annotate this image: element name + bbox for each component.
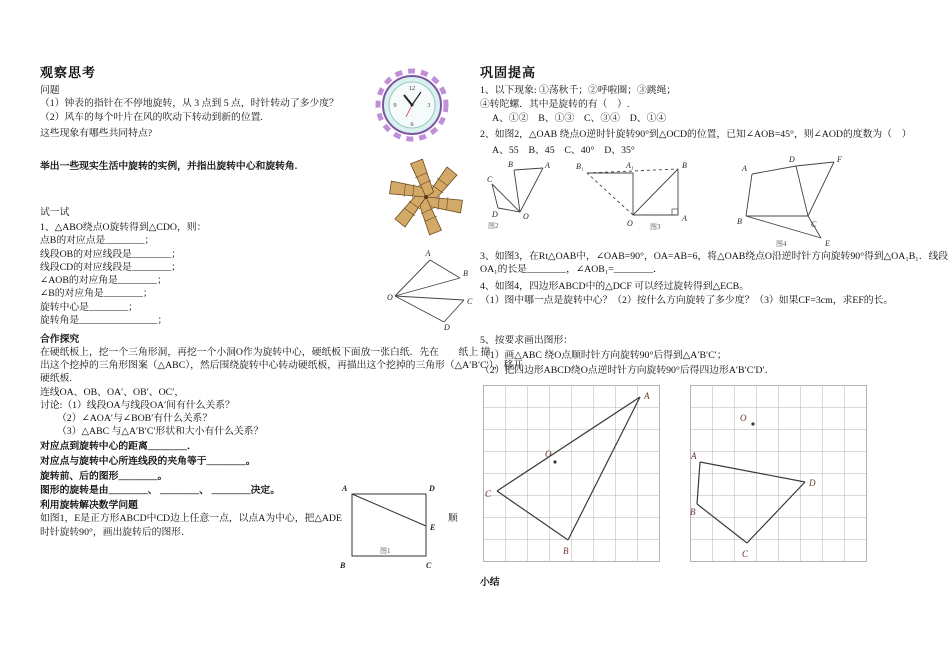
- clock-number-9: 9: [393, 103, 397, 109]
- rotation-center-o-dot: [751, 422, 754, 425]
- grid-triangle-figure: [483, 385, 661, 565]
- grid-right-label-a: A: [691, 451, 697, 461]
- problem-label: 问题: [40, 85, 60, 96]
- figure2-label-o: O: [523, 212, 529, 221]
- q2-options: A、55 B、45 C、40° D、35°: [492, 145, 635, 156]
- example-instruction: 举出一些现实生活中旋转的实例，并指出旋转中心和旋转角.: [40, 161, 298, 172]
- tryit-line-1: 1、△ABO绕点O旋转得到△CDO，则：: [40, 222, 207, 233]
- figure1-label-e: E: [430, 523, 436, 532]
- conclusion-line-2: 对应点与旋转中心所连线段的夹角等于________。: [40, 455, 256, 467]
- figure2-caption: 图2: [488, 222, 499, 230]
- figure4-quadrilateral: [736, 150, 850, 250]
- coop-line-3: 硬纸板.: [40, 373, 72, 384]
- conclusion-blanks: [40, 440, 280, 499]
- q3-line-2: OA₁的长是________，∠AOB₁=________．: [480, 264, 663, 275]
- problem-line-3: 这些现象有哪些共同特点?: [40, 128, 153, 139]
- figure3-label-o: O: [627, 219, 633, 228]
- figure4-label-a: A: [742, 164, 747, 173]
- figure3-right-triangle: [558, 155, 700, 233]
- grid-left-label-o: O: [545, 449, 552, 459]
- q5-line-1: 5、按要求画出图形：: [480, 335, 574, 346]
- figure2-label-a: A: [545, 161, 550, 170]
- use-rotation-wrap-char: 顺: [448, 513, 458, 524]
- tryit-exercise: [40, 221, 206, 327]
- tryit-figure-label-b: B: [463, 269, 468, 278]
- pinwheel-hub: [424, 195, 428, 199]
- figure1-label-b: B: [340, 561, 346, 570]
- figure3-label-a: A: [682, 214, 687, 223]
- figure3-label-a1: A₁: [626, 161, 634, 170]
- q1-options: A、①② B、①③ C、③④ D、①④: [492, 113, 667, 124]
- figure3-label-b: B: [682, 161, 687, 170]
- grid-left-label-c: C: [485, 489, 492, 499]
- drawing-grid-right: [691, 386, 867, 562]
- grid-left-label-b: B: [563, 546, 569, 556]
- figure3-caption: 图3: [650, 223, 661, 231]
- coop-line-2: 出这个挖掉的三角形图案（△ABC），然后围绕旋转中心转动硬纸板，再描出这个挖掉的三角形（△A′B′C′），移开: [40, 360, 524, 371]
- figure4-label-c: C: [811, 220, 817, 229]
- tryit-line-4: 线段CD的对应线段是________；: [40, 261, 181, 273]
- figure1-label-c: C: [426, 561, 432, 570]
- figure1-label-a: A: [342, 484, 348, 493]
- discussion-line-3: （3）△ABC 与△A′B′C′形状和大小有什么关系？: [57, 426, 264, 437]
- grid-right-label-c: C: [742, 549, 749, 559]
- tryit-figure-label-c: C: [467, 297, 473, 306]
- conclusion-line-1: 对应点到旋转中心的距离________．: [40, 441, 197, 452]
- problem-line-2: （2）风车的每个叶片在风的吹动下转动到新的位置.: [40, 112, 263, 123]
- summary-label: 小结: [480, 577, 500, 588]
- right-section-heading: 巩固提高: [480, 65, 537, 80]
- discussion-line-2: （2）∠AOA′与∠BOB′有什么关系？: [57, 413, 213, 424]
- discussion-line-1: 讨论:（1）线段OA与线段OA′间有什么关系？: [40, 400, 235, 411]
- figure2-rotation: [486, 158, 550, 230]
- clock-illustration: [372, 64, 450, 146]
- use-rotation-label: 利用旋转解决数学问题: [40, 500, 138, 511]
- figure3-solid-edges: [587, 169, 678, 215]
- figure1-diagonal-ae: [352, 494, 426, 526]
- question5: [480, 334, 774, 378]
- figure4-label-f: F: [837, 155, 842, 164]
- question1: [480, 84, 676, 126]
- coop-paragraph: [40, 346, 523, 385]
- figure2-label-c: C: [487, 175, 493, 184]
- rotation-center-o-dot: [553, 460, 556, 463]
- tryit-rotation-figure: [386, 246, 474, 332]
- conclusion-line-3: 旋转前、后的图形________。: [40, 470, 168, 482]
- problem-lines: [40, 97, 339, 125]
- coop-line-1: 在硬纸板上，挖一个三角形洞，再挖一个小洞O作为旋转中心，硬纸板下面放一张白纸．先在 纸上 描: [40, 347, 491, 358]
- grid-quadrilateral-figure: [690, 385, 868, 565]
- figure2-label-d: D: [492, 210, 498, 219]
- grid-right-label-o: O: [740, 413, 747, 423]
- grid-right-label-d: D: [809, 478, 816, 488]
- grid-left-label-a: A: [644, 391, 650, 401]
- question4: [480, 280, 893, 308]
- clock-number-6: 6: [410, 122, 414, 128]
- use-rotation-line-2: 时针旋转90°，画出旋转后的图形．: [40, 527, 191, 538]
- tryit-figure-edges: [395, 260, 464, 322]
- q4-line-2: （1）图中哪一点是旋转中心？（2）按什么方向旋转了多少度？（3）如果CF=3cm，求EF的长。: [480, 295, 894, 306]
- tryit-figure-label-o: O: [387, 293, 393, 302]
- figure2-edges: [492, 168, 543, 212]
- use-rotation-line-1: 如图1，E是正方形ABCD中CD边上任意一点，以点A为中心，把△ADE: [40, 513, 342, 524]
- figure3-dashed-edges: [587, 169, 678, 215]
- problem-line-1: （1）钟表的指针在不停地旋转，从 3 点到 5 点，时针转动了多少度？: [40, 98, 339, 109]
- figure4-label-e: E: [825, 239, 830, 248]
- q4-line-1: 4、如图4，四边形ABCD中的△DCF 可以经过旋转得到△ECB。: [480, 281, 749, 292]
- figure1-square: [338, 478, 442, 572]
- q2-line-1: 2、如图2，△OAB 绕点O逆时针旋转90°到△OCD的位置，已知∠AOB=45°，则∠AOD的度数为（ ）: [480, 129, 912, 140]
- figure3-label-b1: B₁: [576, 162, 584, 171]
- tryit-figure-label-d: D: [444, 323, 450, 332]
- figure4-caption: 图4: [776, 240, 787, 248]
- discussion-questions: [40, 399, 263, 438]
- tryit-line-2: 点B的对应点是________；: [40, 235, 155, 247]
- q5-line-3: （2）把四边形ABCD绕O点逆时针方向旋转90°后得四边形A′B′C′D′．: [480, 364, 775, 376]
- tryit-line-6: ∠B的对应角是________；: [40, 288, 153, 300]
- figure3-right-angle-mark: [672, 209, 678, 215]
- figure2-label-b: B: [508, 160, 513, 169]
- figure1-caption: 图1: [380, 547, 391, 555]
- q1-line-1: 1、以下现象: ①荡秋千；②呼啦圈；③跳绳；: [480, 85, 677, 96]
- conclusion-line-4: 图形的旋转是由________、 ________、 ________决定。: [40, 485, 281, 497]
- pinwheel-illustration: [388, 154, 464, 240]
- figure4-edges: [746, 162, 834, 238]
- tryit-line-7: 旋转中心是________；: [40, 301, 138, 313]
- figure4-label-b: B: [737, 217, 742, 226]
- question3: [480, 250, 948, 276]
- q3-line-1: 3、如图3，在Rt△OAB中，∠OAB=90°，OA=AB=6，将△OAB绕点O沿逆时针方向旋转90°得到△OA₁B₁．线段: [480, 251, 949, 262]
- clock-number-3: 3: [427, 103, 431, 109]
- clock-number-12: 12: [409, 86, 415, 92]
- tryit-line-5: ∠AOB的对应角是________；: [40, 275, 167, 287]
- tryit-label: 试一试: [40, 207, 70, 218]
- tryit-line-8: 旋转角是________________；: [40, 315, 168, 327]
- q5-line-2: （1）画△ABC 绕O点顺时针方向旋转90°后得到△A′B′C′；: [480, 349, 727, 361]
- figure4-label-d: D: [789, 155, 795, 164]
- coop-label: 合作探究: [40, 334, 80, 345]
- connect-line: 连线OA、OB、OA′、OB′、OC′，: [40, 387, 185, 398]
- tryit-figure-label-a: A: [425, 249, 431, 258]
- figure1-label-d: D: [429, 484, 435, 493]
- q1-line-2: ④转陀螺．其中是旋转的有（ ）.: [480, 99, 630, 110]
- left-section-heading: 观察思考: [40, 65, 97, 80]
- tryit-line-3: 线段OB的对应线段是________；: [40, 248, 181, 260]
- grid-right-label-b: B: [690, 507, 696, 517]
